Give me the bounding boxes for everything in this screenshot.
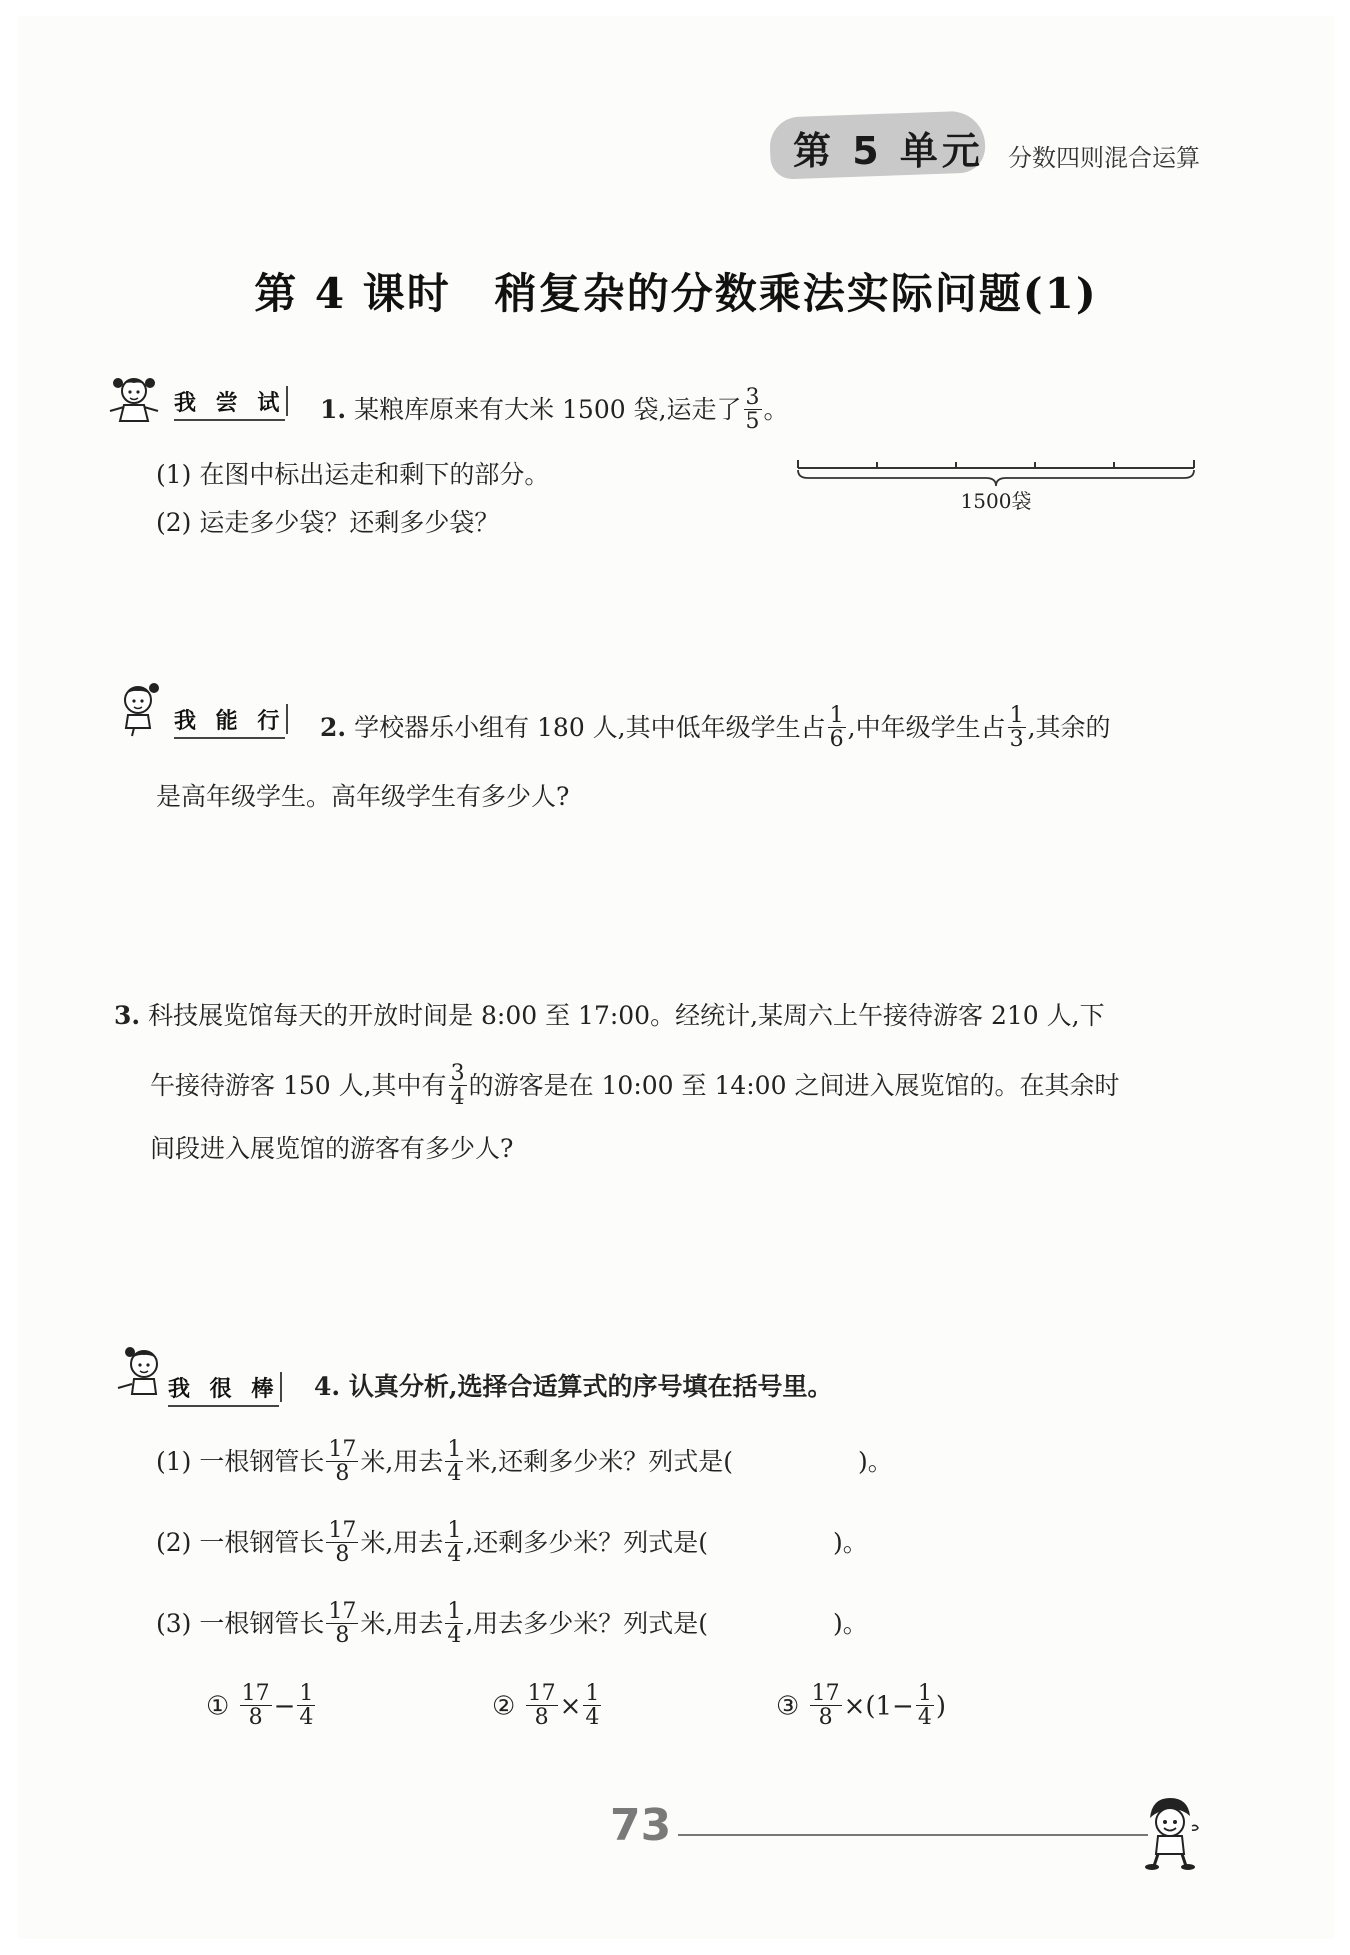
operator: ×(1− <box>843 1691 914 1722</box>
option-mark: ① <box>206 1691 230 1722</box>
numerator: 1 <box>299 1681 314 1706</box>
fraction <box>916 1682 934 1729</box>
question-1 <box>320 385 789 435</box>
item-text: 米,用去 <box>360 1447 444 1477</box>
question-4-item-2 <box>156 1518 868 1568</box>
question-text: 学校器乐小组有 180 人,其中低年级学生占 <box>354 713 826 743</box>
fraction <box>1008 704 1026 751</box>
question-4-item-3 <box>156 1599 868 1649</box>
denominator: 8 <box>248 1705 263 1731</box>
footer-rule <box>678 1834 1148 1836</box>
item-text: ,用去多少米？列式是( )。 <box>465 1609 868 1639</box>
bag-brace-diagram <box>794 456 1200 526</box>
girl-mascot-icon <box>114 1344 172 1406</box>
fraction <box>445 1438 463 1485</box>
denominator: 8 <box>534 1705 549 1731</box>
item-text: 米,用去 <box>360 1609 444 1639</box>
option-1 <box>206 1681 317 1731</box>
numerator: 1 <box>447 1599 462 1624</box>
numerator: 17 <box>527 1681 556 1706</box>
numerator: 17 <box>328 1599 357 1624</box>
numerator: 1 <box>917 1681 932 1706</box>
fraction <box>449 1062 467 1109</box>
question-4 <box>314 1374 833 1399</box>
boy-mascot-icon <box>1136 1792 1206 1872</box>
question-3-line-3: 间段进入展览馆的游客有多少人? <box>150 1134 514 1163</box>
fraction <box>326 1519 358 1566</box>
denominator: 3 <box>1009 727 1024 753</box>
option-3 <box>776 1681 946 1731</box>
question-number: 2. <box>320 713 347 743</box>
fraction <box>240 1682 272 1729</box>
item-text: ,还剩多少米？列式是( )。 <box>465 1528 868 1558</box>
fraction <box>828 704 846 751</box>
denominator: 8 <box>335 1542 350 1568</box>
denominator: 6 <box>829 727 844 753</box>
operator: ) <box>935 1691 946 1722</box>
section-badge-great: 我 很 棒 <box>168 1372 279 1407</box>
question-2-line-2: 是高年级学生。高年级学生有多少人? <box>156 782 570 811</box>
denominator: 4 <box>299 1705 314 1731</box>
numerator: 1 <box>585 1681 600 1706</box>
question-number: 4. <box>314 1372 341 1401</box>
denominator: 4 <box>585 1705 600 1731</box>
question-4-item-1 <box>156 1437 893 1487</box>
question-number: 1. <box>320 395 347 425</box>
question-text: 认真分析,选择合适算式的序号填在括号里。 <box>348 1372 833 1401</box>
punctuation: 。 <box>763 395 789 425</box>
total-bags-label: 1500袋 <box>960 489 1032 513</box>
badge-divider <box>286 704 288 734</box>
question-2 <box>320 703 1111 753</box>
numerator: 17 <box>241 1681 270 1706</box>
denominator: 4 <box>917 1705 932 1731</box>
lesson-title: 第 4 课时 稍复杂的分数乘法实际问题(1) <box>254 269 1098 318</box>
numerator: 17 <box>328 1437 357 1462</box>
question-1-part-1: (1) 在图中标出运走和剩下的部分。 <box>156 460 550 489</box>
operator: × <box>559 1691 582 1722</box>
denominator: 4 <box>450 1085 465 1111</box>
numerator: 1 <box>1009 703 1024 728</box>
fraction <box>326 1438 358 1485</box>
page-number: 73 <box>610 1800 672 1851</box>
denominator: 8 <box>335 1623 350 1649</box>
question-3-line-2 <box>150 1061 1120 1111</box>
item-text: 米,还剩多少米？列式是( )。 <box>465 1447 893 1477</box>
numerator: 1 <box>447 1518 462 1543</box>
question-3-line-1 <box>114 1003 1105 1028</box>
fraction <box>583 1682 601 1729</box>
option-mark: ③ <box>776 1691 800 1722</box>
item-text: (2) 一根钢管长 <box>156 1528 325 1558</box>
question-text: ,其余的 <box>1027 713 1111 743</box>
option-2 <box>492 1681 603 1731</box>
numerator: 1 <box>829 703 844 728</box>
denominator: 4 <box>447 1623 462 1649</box>
item-text: (1) 一根钢管长 <box>156 1447 325 1477</box>
option-mark: ② <box>492 1691 516 1722</box>
numerator: 3 <box>450 1061 465 1086</box>
denominator: 8 <box>335 1461 350 1487</box>
numerator: 1 <box>447 1437 462 1462</box>
fraction <box>326 1600 358 1647</box>
fraction <box>744 386 762 433</box>
question-text: 科技展览馆每天的开放时间是 8:00 至 17:00。经统计,某周六上午接待游客 210 人,下 <box>148 1001 1105 1030</box>
denominator: 4 <box>447 1461 462 1487</box>
numerator: 17 <box>328 1518 357 1543</box>
numerator: 3 <box>745 385 760 410</box>
badge-divider <box>280 1372 282 1402</box>
item-text: 米,用去 <box>360 1528 444 1558</box>
question-text: ,中年级学生占 <box>847 713 1006 743</box>
item-text: (3) 一根钢管长 <box>156 1609 325 1639</box>
fraction <box>810 1682 842 1729</box>
girl-mascot-icon <box>106 371 166 431</box>
question-number: 3. <box>114 1001 141 1030</box>
question-text: 午接待游客 150 人,其中有 <box>150 1071 447 1101</box>
unit-title: 第 5 单元 <box>793 129 984 173</box>
denominator: 4 <box>447 1542 462 1568</box>
question-1-part-2: (2) 运走多少袋？还剩多少袋？ <box>156 508 500 537</box>
section-badge-try: 我 尝 试 <box>174 386 285 421</box>
denominator: 5 <box>745 409 760 435</box>
numerator: 17 <box>811 1681 840 1706</box>
question-text: 的游客是在 10:00 至 14:00 之间进入展览馆的。在其余时 <box>468 1071 1120 1101</box>
question-text: 某粮库原来有大米 1500 袋,运走了 <box>354 395 742 425</box>
denominator: 8 <box>818 1705 833 1731</box>
fraction <box>445 1600 463 1647</box>
badge-divider <box>286 386 288 416</box>
fraction <box>297 1682 315 1729</box>
operator: − <box>273 1691 296 1722</box>
workbook-page <box>18 16 1334 1939</box>
fraction <box>445 1519 463 1566</box>
section-badge-can: 我 能 行 <box>174 704 285 739</box>
girl-mascot-icon <box>112 678 168 738</box>
fraction <box>526 1682 558 1729</box>
unit-subtitle: 分数四则混合运算 <box>1008 144 1200 172</box>
